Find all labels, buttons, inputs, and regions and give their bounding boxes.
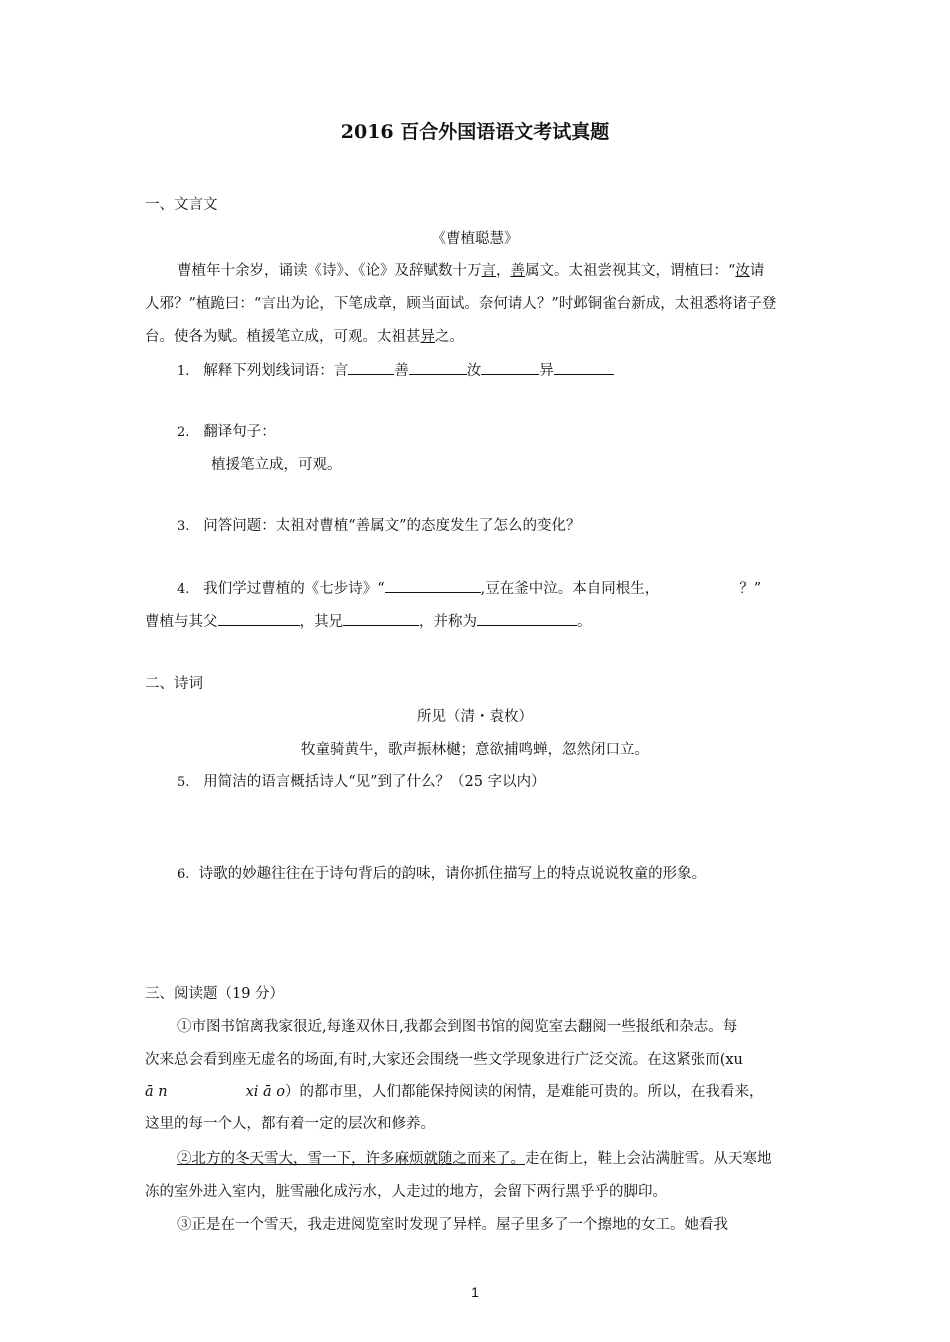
reading-para-1-line-3: ā n xi ā o）的都市里，人们都能保持阅读的闲情，是难能可贵的。所以，在我看来， bbox=[145, 1084, 764, 1100]
reading-para-2-line-2: 冻的室外进入室内，脏雪融化成污水，人走过的地方，会留下两行黑乎乎的脚印。 bbox=[145, 1184, 667, 1200]
reading-para-2-line-1: ②北方的冬天雪大，雪一下，许多麻烦就随之而来了。走在街上，鞋上会沾满脏雪。从天寒地 bbox=[177, 1151, 772, 1167]
reading-para-1-line-2: 次来总会看到座无虚名的场面,有时,大家还会围绕一些文学现象进行广泛交流。在这紧张而(xu bbox=[145, 1052, 743, 1068]
answer-blank[interactable] bbox=[348, 360, 394, 375]
pinyin-xuan: ā n bbox=[145, 1084, 168, 1100]
question-2-sentence: 植援笔立成，可观。 bbox=[211, 457, 342, 473]
question-4: 4. 我们学过曹植的《七步诗》“ ,豆在釜中泣。本自同根生， ？” bbox=[177, 578, 761, 600]
question-6: 6. 诗歌的妙趣往往在于诗句背后的韵味，请你抓住描写上的特点说说牧童的形象。 bbox=[177, 866, 707, 882]
pinyin-xiao: xi ā o bbox=[245, 1084, 286, 1100]
passage-line-3: 台。使各为赋。植援笔立成，可观。太祖甚异之。 bbox=[145, 329, 464, 345]
poem-text: 牧童骑黄牛，歌声振林樾；意欲捕鸣蝉，忽然闭口立。 bbox=[301, 742, 649, 758]
question-3: 3. 问答问题：太祖对曹植“善属文”的态度发生了怎么的变化？ bbox=[177, 518, 581, 534]
question-2: 2. 翻译句子： bbox=[177, 424, 276, 440]
underlined-word-ru: 汝 bbox=[735, 263, 750, 279]
answer-blank[interactable] bbox=[409, 360, 467, 375]
reading-para-3-line-1: ③正是在一个雪天，我走进阅览室时发现了异样。屋子里多了一个擦地的女工。她看我 bbox=[177, 1217, 728, 1233]
reading-para-1-line-1: ①市图书馆离我家很近,每逢双休日,我都会到图书馆的阅览室去翻阅一些报纸和杂志。每 bbox=[177, 1019, 738, 1035]
question-5: 5. 用简洁的语言概括诗人“见”到了什么？（25 字以内） bbox=[177, 774, 546, 790]
poem-title: 所见（清・袁枚） bbox=[417, 709, 533, 725]
page-title: 2016 百合外国语语文考试真题 bbox=[340, 121, 610, 143]
underlined-word-yan: 言 bbox=[481, 263, 496, 279]
page-number: 1 bbox=[471, 1284, 479, 1300]
section-3-heading: 三、阅读题（19 分） bbox=[145, 986, 285, 1002]
underlined-sentence: ②北方的冬天雪大，雪一下，许多麻烦就随之而来了。 bbox=[177, 1151, 525, 1167]
reading-para-1-line-4: 这里的每一个人，都有着一定的层次和修养。 bbox=[145, 1116, 435, 1132]
section-2-heading: 二、诗词 bbox=[145, 676, 203, 692]
underlined-word-shan: 善 bbox=[510, 263, 525, 279]
passage-line-2: 人邪？”植跪曰：“言出为论，下笔成章，顾当面试。奈何请人？”时邺铜雀台新成，太祖悉将诸子登 bbox=[145, 296, 777, 312]
passage-line-1: 曹植年十余岁，诵读《诗》、《论》及辞赋数十万言，善属文。太祖尝视其文，谓植曰：“汝请 bbox=[177, 263, 765, 279]
underlined-word-yi: 异 bbox=[420, 329, 435, 345]
answer-blank[interactable] bbox=[481, 360, 539, 375]
question-1: 1. 解释下列划线词语：言 善 汝 异 bbox=[177, 360, 614, 382]
answer-blank[interactable] bbox=[218, 611, 300, 626]
answer-blank[interactable] bbox=[343, 611, 419, 626]
answer-blank[interactable] bbox=[477, 611, 577, 626]
question-4-line-2: 曹植与其父 ，其兄 ，并称为 。 bbox=[145, 611, 592, 632]
passage-title: 《曹植聪慧》 bbox=[431, 231, 519, 247]
answer-blank[interactable] bbox=[554, 360, 614, 375]
answer-blank[interactable] bbox=[385, 578, 481, 593]
section-1-heading: 一、文言文 bbox=[145, 197, 218, 213]
